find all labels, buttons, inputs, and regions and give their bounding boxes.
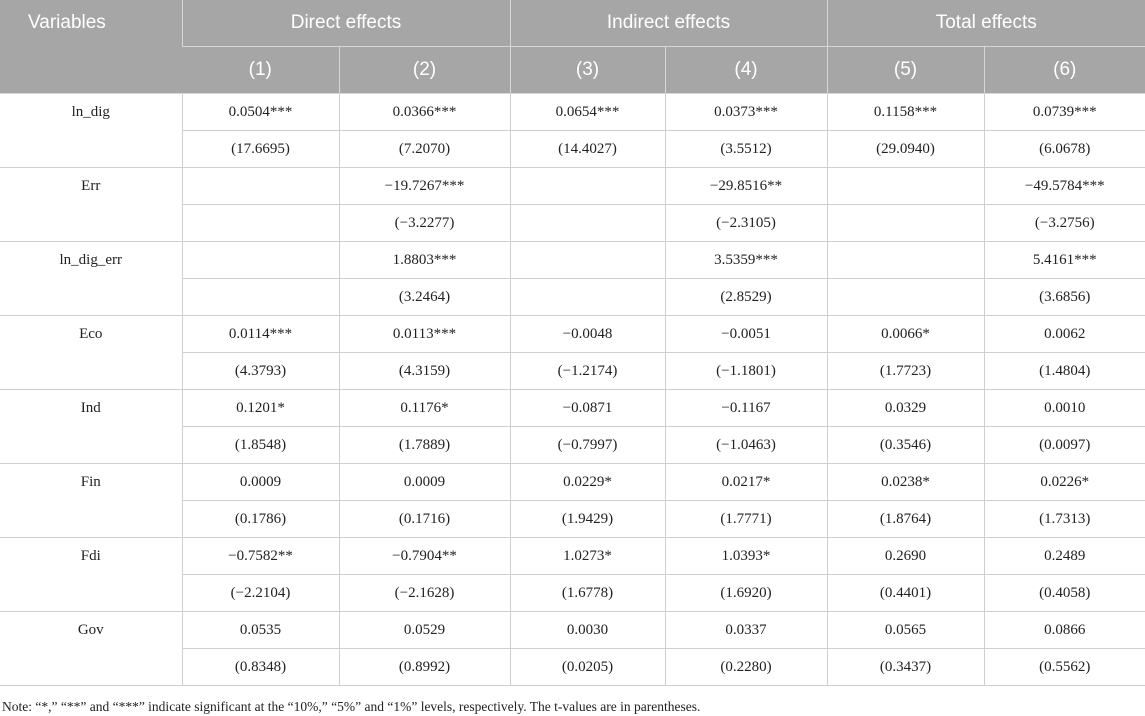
group-header-direct: Direct effects	[182, 0, 510, 47]
t-value-cell: (4.3159)	[339, 353, 510, 390]
t-value-cell: (6.0678)	[984, 131, 1145, 168]
variable-name: Gov	[0, 612, 182, 686]
group-header-total: Total effects	[827, 0, 1145, 47]
t-value-cell: (29.0940)	[827, 131, 984, 168]
coefficient-cell: 1.8803***	[339, 242, 510, 279]
t-value-cell: (−2.2104)	[182, 575, 339, 612]
table-row	[0, 242, 1145, 279]
table-row	[0, 464, 1145, 501]
t-value-cell: (14.4027)	[510, 131, 665, 168]
coefficient-cell: 0.1176*	[339, 390, 510, 427]
t-value-cell: (0.0097)	[984, 427, 1145, 464]
table-row	[0, 94, 1145, 131]
coefficient-cell: 3.5359***	[665, 242, 827, 279]
t-value-cell: (2.8529)	[665, 279, 827, 316]
t-value-cell: (1.4804)	[984, 353, 1145, 390]
coefficient-cell: 0.0229*	[510, 464, 665, 501]
coefficient-cell: −0.7582**	[182, 538, 339, 575]
coefficient-cell: 0.0226*	[984, 464, 1145, 501]
t-value-cell: (1.8548)	[182, 427, 339, 464]
t-value-cell: (1.9429)	[510, 501, 665, 538]
t-value-cell: (−1.0463)	[665, 427, 827, 464]
group-header-indirect: Indirect effects	[510, 0, 827, 47]
variable-name: ln_dig_err	[0, 242, 182, 316]
t-value-cell: (0.1786)	[182, 501, 339, 538]
table-row	[0, 612, 1145, 649]
t-value-cell: (0.2280)	[665, 649, 827, 686]
t-value-cell	[182, 279, 339, 316]
coefficient-cell: −19.7267***	[339, 168, 510, 205]
table-row	[0, 390, 1145, 427]
t-value-cell	[827, 205, 984, 242]
t-value-cell: (17.6695)	[182, 131, 339, 168]
column-header: (3)	[510, 47, 665, 94]
t-value-cell: (1.7771)	[665, 501, 827, 538]
t-value-cell	[827, 279, 984, 316]
coefficient-cell: 0.0113***	[339, 316, 510, 353]
coefficient-cell: −0.0871	[510, 390, 665, 427]
column-header: (5)	[827, 47, 984, 94]
column-header: (6)	[984, 47, 1145, 94]
table-note: Note: “*,” “**” and “***” indicate significant at the “10%,” “5%” and “1%” levels, respectively. The t-values are in parentheses.	[2, 699, 701, 714]
variable-name: Fdi	[0, 538, 182, 612]
t-value-cell: (3.2464)	[339, 279, 510, 316]
coefficient-cell: 0.2489	[984, 538, 1145, 575]
table-row	[0, 538, 1145, 575]
coefficient-cell: 0.0504***	[182, 94, 339, 131]
table-row	[0, 316, 1145, 353]
coefficient-cell	[510, 168, 665, 205]
table-body	[0, 94, 1145, 686]
coefficient-cell	[827, 168, 984, 205]
t-value-cell: (−3.2756)	[984, 205, 1145, 242]
t-value-cell: (0.4058)	[984, 575, 1145, 612]
t-value-cell: (−3.2277)	[339, 205, 510, 242]
coefficient-cell: 0.1158***	[827, 94, 984, 131]
coefficient-cell	[510, 242, 665, 279]
t-value-cell: (0.0205)	[510, 649, 665, 686]
t-value-cell: (−1.2174)	[510, 353, 665, 390]
coefficient-cell: 0.0529	[339, 612, 510, 649]
coefficient-cell: 0.0654***	[510, 94, 665, 131]
column-header: (1)	[182, 47, 339, 94]
coefficient-cell: 1.0273*	[510, 538, 665, 575]
coefficient-cell	[827, 242, 984, 279]
variable-name: Err	[0, 168, 182, 242]
variable-name: ln_dig	[0, 94, 182, 168]
coefficient-cell: −29.8516**	[665, 168, 827, 205]
coefficient-cell: 0.0217*	[665, 464, 827, 501]
coefficient-cell: 0.0009	[182, 464, 339, 501]
table-header	[0, 0, 1145, 94]
t-value-cell: (0.3546)	[827, 427, 984, 464]
t-value-cell: (7.2070)	[339, 131, 510, 168]
t-value-cell: (1.7889)	[339, 427, 510, 464]
coefficient-cell: 0.0009	[339, 464, 510, 501]
coefficient-cell: 0.0030	[510, 612, 665, 649]
t-value-cell	[510, 205, 665, 242]
t-value-cell: (1.6778)	[510, 575, 665, 612]
table-row	[0, 168, 1145, 205]
coefficient-cell: 5.4161***	[984, 242, 1145, 279]
coefficient-cell: −0.0048	[510, 316, 665, 353]
t-value-cell	[510, 279, 665, 316]
t-value-cell: (0.4401)	[827, 575, 984, 612]
coefficient-cell: 0.0329	[827, 390, 984, 427]
variables-header: Variables	[0, 0, 182, 94]
coefficient-cell: 0.0238*	[827, 464, 984, 501]
t-value-cell: (1.7313)	[984, 501, 1145, 538]
t-value-cell: (1.6920)	[665, 575, 827, 612]
coefficient-cell: −0.7904**	[339, 538, 510, 575]
column-header: (2)	[339, 47, 510, 94]
t-value-cell: (−2.3105)	[665, 205, 827, 242]
t-value-cell: (0.1716)	[339, 501, 510, 538]
column-header: (4)	[665, 47, 827, 94]
t-value-cell: (−1.1801)	[665, 353, 827, 390]
t-value-cell: (−2.1628)	[339, 575, 510, 612]
t-value-cell: (0.5562)	[984, 649, 1145, 686]
coefficient-cell: 0.0565	[827, 612, 984, 649]
coefficient-cell: 0.0114***	[182, 316, 339, 353]
t-value-cell: (0.8348)	[182, 649, 339, 686]
t-value-cell: (3.5512)	[665, 131, 827, 168]
t-value-cell: (1.8764)	[827, 501, 984, 538]
t-value-cell: (−0.7997)	[510, 427, 665, 464]
coefficient-cell: 0.0366***	[339, 94, 510, 131]
coefficient-cell: −0.0051	[665, 316, 827, 353]
coefficient-cell: 0.0337	[665, 612, 827, 649]
coefficient-cell: 0.0373***	[665, 94, 827, 131]
coefficient-cell	[182, 242, 339, 279]
t-value-cell: (4.3793)	[182, 353, 339, 390]
t-value-cell	[182, 205, 339, 242]
coefficient-cell: 0.0535	[182, 612, 339, 649]
coefficient-cell: −49.5784***	[984, 168, 1145, 205]
coefficient-cell: 0.0866	[984, 612, 1145, 649]
coefficient-cell: 1.0393*	[665, 538, 827, 575]
t-value-cell: (3.6856)	[984, 279, 1145, 316]
t-value-cell: (0.8992)	[339, 649, 510, 686]
coefficient-cell: 0.0739***	[984, 94, 1145, 131]
t-value-cell: (1.7723)	[827, 353, 984, 390]
coefficient-cell: 0.0062	[984, 316, 1145, 353]
coefficient-cell	[182, 168, 339, 205]
coefficient-cell: −0.1167	[665, 390, 827, 427]
coefficient-cell: 0.0010	[984, 390, 1145, 427]
t-value-cell: (0.3437)	[827, 649, 984, 686]
coefficient-cell: 0.2690	[827, 538, 984, 575]
variable-name: Ind	[0, 390, 182, 464]
coefficient-cell: 0.1201*	[182, 390, 339, 427]
coefficient-cell: 0.0066*	[827, 316, 984, 353]
variable-name: Fin	[0, 464, 182, 538]
variable-name: Eco	[0, 316, 182, 390]
